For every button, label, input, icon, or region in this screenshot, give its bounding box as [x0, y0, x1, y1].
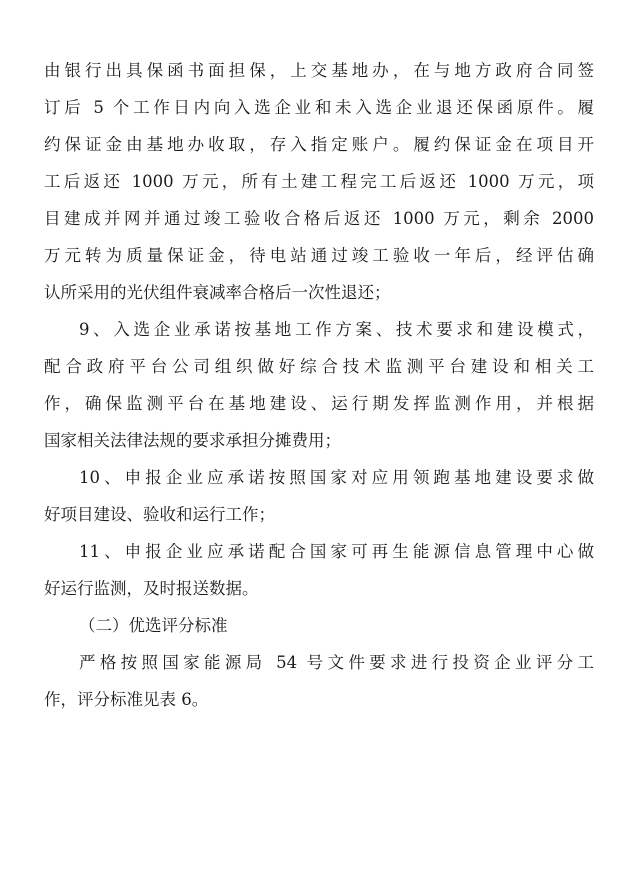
item-9-line-3: 作，确保监测平台在基地建设、运行期发挥监测作用，并根据 — [44, 394, 594, 413]
paragraph-1-line-6: 万元转为质量保证金，待电站通过竣工验收一年后，经评估确 — [44, 246, 594, 265]
item-9-line-1: 9、入选企业承诺按基地工作方案、技术要求和建设模式， — [79, 320, 594, 339]
item-11-line-1: 11、申报企业应承诺配合国家可再生能源信息管理中心做 — [79, 542, 594, 561]
paragraph-1-line-7: 认所采用的光伏组件衰减率合格后一次性退还； — [44, 283, 391, 302]
paragraph-1-line-5: 目建成并网并通过竣工验收合格后返还 1000 万元，剩余 2000 — [44, 209, 594, 228]
item-9-line-2: 配合政府平台公司组织做好综合技术监测平台建设和相关工 — [44, 357, 594, 376]
item-9-line-4: 国家相关法律法规的要求承担分摊费用； — [44, 431, 341, 450]
paragraph-1-line-4: 工后返还 1000 万元，所有土建工程完工后返还 1000 万元，项 — [44, 172, 594, 191]
item-11-line-2: 好运行监测，及时报送数据。 — [44, 579, 259, 598]
paragraph-last-line-1: 严格按照国家能源局 54 号文件要求进行投资企业评分工 — [79, 653, 594, 672]
item-10-line-2: 好项目建设、验收和运行工作； — [44, 505, 275, 524]
section-heading: （二）优选评分标准 — [79, 616, 228, 635]
paragraph-1-line-3: 约保证金由基地办收取，存入指定账户。履约保证金在项目开 — [44, 135, 594, 154]
paragraph-last-line-2: 作，评分标准见表 6。 — [44, 690, 209, 709]
paragraph-1-line-2: 订后 5 个工作日内向入选企业和未入选企业退还保函原件。履 — [44, 98, 594, 117]
paragraph-1-line-1: 由银行出具保函书面担保，上交基地办，在与地方政府合同签 — [44, 61, 594, 80]
item-10-line-1: 10、申报企业应承诺按照国家对应用领跑基地建设要求做 — [79, 468, 594, 487]
